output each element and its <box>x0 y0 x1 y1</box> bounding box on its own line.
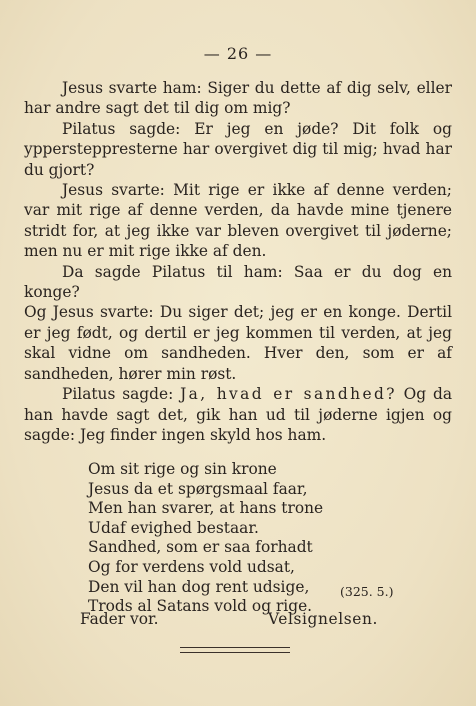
verse-line: Udaf evighed bestaar. <box>88 518 259 537</box>
paragraph-6 <box>24 384 452 445</box>
verse-line: Jesus da et spørgsmaal faar, <box>88 479 308 498</box>
verse-line: Men han svarer, at hans trone <box>88 499 324 518</box>
paragraph-6-spaced: Ja, hvad er sandhed? <box>180 385 397 404</box>
verse-line: Sandhed, som er saa forhadt <box>88 538 313 557</box>
paragraph-2: Pilatus sagde: Er jeg en jøde? Dit folk og yppersteppresterne har overgivet dig til mig; hvad har du gjort? <box>24 119 452 179</box>
verse-line: Om sit rige og sin krone <box>88 460 277 478</box>
page-number: — 26 — <box>203 44 273 63</box>
paragraph-5: Og Jesus svarte: Du siger det; jeg er en konge. Dertil er jeg født, og dertil er jeg kommen til verden, at jeg skal vidne om sandheden. Hver den, som er af sandheden, hører min røst. <box>24 303 452 383</box>
verse-line: Trods al Satans vold og rige. <box>88 597 313 616</box>
paragraph-6-after: Og da han havde sagt det, gik han ud til jøderne igjen og sagde: Jeg finder ingen skyld hos ham. <box>24 385 452 444</box>
paragraph-1: Jesus svarte ham: Siger du dette af dig selv, eller har andre sagt det til dig om mig? <box>24 79 452 118</box>
paragraph-4: Da sagde Pilatus til ham: Saa er du dog en konge? <box>24 262 452 302</box>
verse-line: Og for verdens vold udsat, <box>88 557 295 576</box>
divider-rule-top <box>180 647 290 648</box>
paragraph-3: Jesus svarte: Mit rige er ikke af denne verden; var mit rige af denne verden, da havde mine tjenere stridt for, at jeg ikke var bleven overgivet til jøderne; men nu er mit rige ikke af den. <box>24 181 452 261</box>
verse-line: Den vil han dog rent udsige, <box>88 577 310 596</box>
paragraph-6-before: Pilatus sagde: <box>62 385 181 404</box>
divider-rule-bottom <box>180 652 290 653</box>
footer-fader-vor: Fader vor. <box>80 610 159 628</box>
footer-velsignelsen: Velsignelsen. <box>268 610 378 628</box>
hymn-reference: (325. 5.) <box>340 584 394 599</box>
prose-text <box>24 78 452 445</box>
